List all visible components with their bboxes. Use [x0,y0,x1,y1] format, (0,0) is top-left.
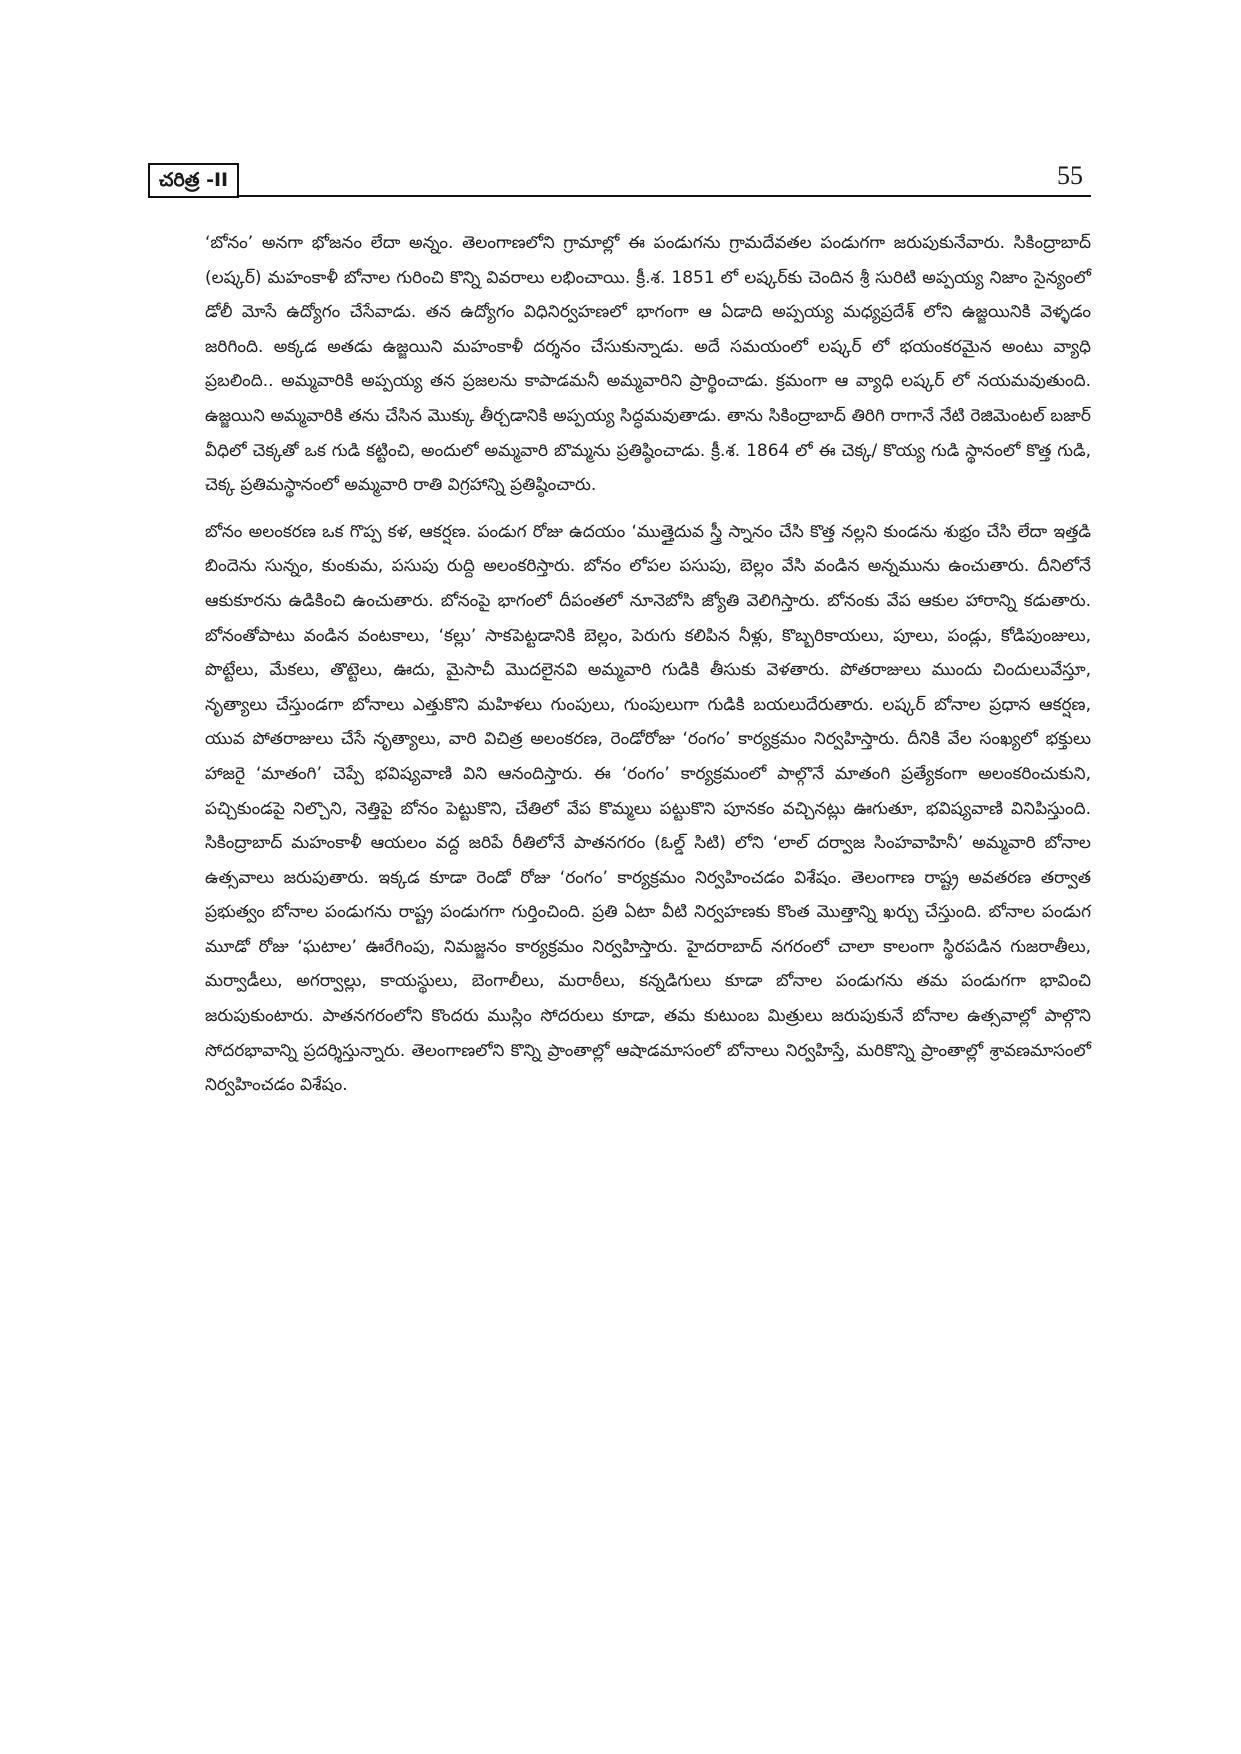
chapter-label: చరిత్ర -II [148,163,239,198]
page-body [205,226,1091,1103]
paragraph-bonam-history: ‘బోనం’ అనగా భోజనం లేదా అన్నం. తెలంగాణలోని గ్రామాల్లో ఈ పండుగను గ్రామదేవతల పండుగగా జరుపుకునేవారు. సికింద్రాబాద్ (లష్కర్) మహంకాళీ బోనాల గురించి కొన్ని వివరాలు లభించాయి. క్రీ.శ. 1851 లో లష్కర్‌కు చెందిన శ్రీ సురిటి అప్పయ్య నిజాం సైన్యంలో డోలీ మోసే ఉద్యోగం చేసేవాడు. తన ఉద్యోగం విధినిర్వహణలో భాగంగా ఆ ఏడాది అప్పయ్య మధ్యప్రదేశ్ లోని ఉజ్జయినికి వెళ్ళడం జరిగింది. అక్కడ అతడు ఉజ్జయిని మహంకాళీ దర్శనం చేసుకున్నాడు. అదే సమయంలో లష్కర్ లో భయంకరమైన అంటు వ్యాధి ప్రబలింది.. అమ్మవారికి అప్పయ్య తన ప్రజలను కాపాడమనీ అమ్మవారిని ప్రార్థించాడు. క్రమంగా ఆ వ్యాధి లష్కర్ లో నయమవుతుంది. ఉజ్జయిని అమ్మవారికి తను చేసిన మొక్కు తీర్చడానికి అప్పయ్య సిద్ధమవుతాడు. తాను సికింద్రాబాద్ తిరిగి రాగానే నేటి రెజిమెంటల్ బజార్ వీధిలో చెక్కతో ఒక గుడి కట్టించి, అందులో అమ్మవారి బొమ్మను ప్రతిష్ఠించాడు. క్రీ.శ. 1864 లో ఈ చెక్క/ కొయ్య గుడి స్థానంలో కొత్త గుడి, చెక్క ప్రతిమస్థానంలో అమ్మవారి రాతి విగ్రహాన్ని ప్రతిష్ఠించారు. [205,233,1091,496]
page-header [148,163,1091,203]
paragraph-bonam-decoration: బోనం అలంకరణ ఒక గొప్ప కళ, ఆకర్షణ. పండుగ రోజు ఉదయం ‘ముత్తైదువ స్త్రీ స్నానం చేసి కొత్త నల్లని కుండను శుభ్రం చేసి లేదా ఇత్తడి బిందెను సున్నం, కుంకుమ, పసుపు రుద్ది అలంకరిస్తారు. బోనం లోపల పసుపు, బెల్లం వేసి వండిన అన్నమును ఉంచుతారు. దీనిలోనే ఆకుకూరను ఉడికించి ఉంచుతారు. బోనంపై భాగంలో దీపంతలో నూనెబోసి జ్యోతి వెలిగిస్తారు. బోనంకు వేప ఆకుల హారాన్ని కడుతారు. బోనంతోపాటు వండిన వంటకాలు, ‘కల్లు’ సాకపెట్టడానికి బెల్లం, పెరుగు కలిపిన నీళ్లు, కొబ్బరికాయలు, పూలు, పండ్లు, కోడిపుంజులు, పొట్టేలు, మేకలు, తొట్టెలు, ఊదు, మైసాచీ మొదలైనవి అమ్మవారి గుడికి తీసుకు వెళతారు. పోతరాజులు ముందు చిందులువేస్తూ, నృత్యాలు చేస్తుండగా బోనాలు ఎత్తుకొని మహిళలు గుంపులు, గుంపులుగా గుడికి బయలుదేరుతారు. లష్కర్ బోనాల ప్రధాన ఆకర్షణ, యువ పోతరాజులు చేసే నృత్యాలు, వారి విచిత్ర అలంకరణ, రెండోరోజు ‘రంగం’ కార్యక్రమం నిర్వహిస్తారు. దీనికి వేల సంఖ్యలో భక్తులు హాజరై ‘మాతంగి’ చెప్పే భవిష్యవాణి విని ఆనందిస్తారు. ఈ ‘రంగం’ కార్యక్రమంలో పాల్గొనే మాతంగి ప్రత్యేకంగా అలంకరించుకుని, పచ్చికుండపై నిల్చొని, నెత్తిపై బోనం పెట్టుకొని, చేతిలో వేప కొమ్మలు పట్టుకొని పూనకం వచ్చినట్లు ఊగుతూ, భవిష్యవాణి వినిపిస్తుంది. సికింద్రాబాద్ మహంకాళీ ఆయలం వద్ద జరిపే రీతిలోనే పాతనగరం (ఓల్డ్ సిటి) లోని ‘లాల్ దర్వాజ సింహవాహినీ’ అమ్మవారి బోనాల ఉత్సవాలు జరుపుతారు. ఇక్కడ కూడా రెండో రోజు ‘రంగం’ కార్యక్రమం నిర్వహించడం విశేషం. తెలంగాణ రాష్ట్ర అవతరణ తర్వాత ప్రభుత్వం బోనాల పండుగను రాష్ట్ర పండుగగా గుర్తించింది. ప్రతి ఏటా వీటి నిర్వహణకు కొంత మొత్తాన్ని ఖర్చు చేస్తుంది. బోనాల పండుగ మూడో రోజు ‘ఘటాల’ ఊరేగింపు, నిమజ్జనం కార్యక్రమం నిర్వహిస్తారు. హైదరాబాద్ నగరంలో చాలా కాలంగా స్థిరపడిన గుజరాతీలు, మర్వాడీలు, అగర్వాల్లు, కాయస్థులు, బెంగాలీలు, మరాఠీలు, కన్నడిగులు కూడా బోనాల పండుగను తమ పండుగగా భావించి జరుపుకుంటారు. పాతనగరంలోని కొందరు ముస్లిం సోదరులు కూడా, తమ కుటుంబ మిత్రులు జరుపుకునే బోనాల ఉత్సవాల్లో పాల్గొని సోదరభావాన్ని ప్రదర్శిస్తున్నారు. తెలంగాణలోని కొన్ని ప్రాంతాల్లో ఆషాడమాసంలో బోనాలు నిర్వహిస్తే, మరికొన్ని ప్రాంతాల్లో శ్రావణమాసంలో నిర్వహించడం విశేషం. [205,521,1091,1096]
header-divider [148,195,1091,197]
page-number: 55 [1057,161,1083,190]
